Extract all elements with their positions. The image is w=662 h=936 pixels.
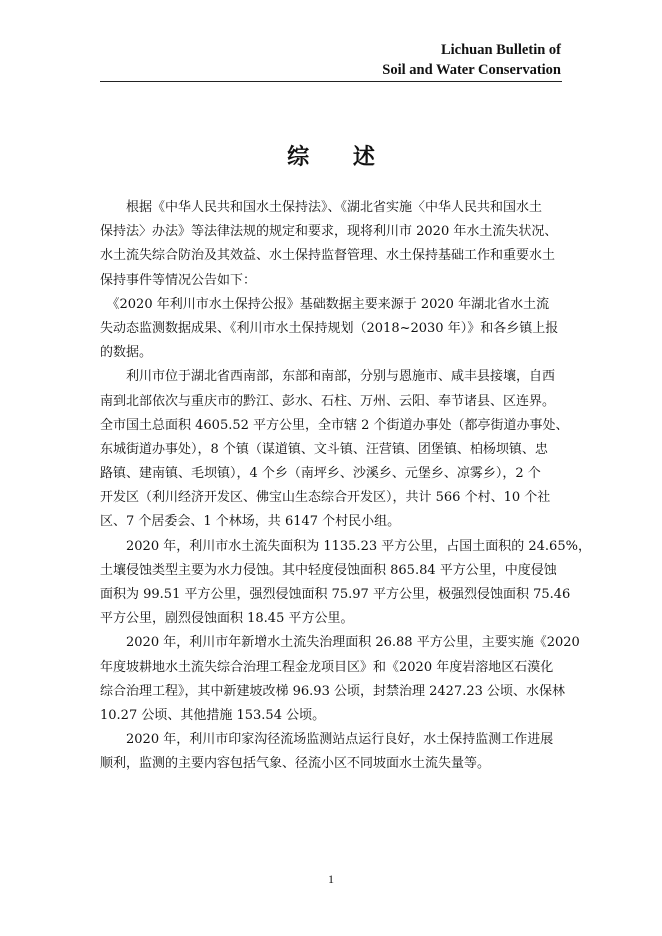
text-line: 的数据。 <box>100 345 153 361</box>
header-divider <box>100 81 562 82</box>
text-line: 10.27 公顷、其他措施 153.54 公顷。 <box>100 707 326 723</box>
paragraph-intro <box>100 196 562 293</box>
header-line-2: Soil and Water Conservation <box>382 62 561 78</box>
text-line: 开发区（利川经济开发区、佛宝山生态综合开发区），共计 566 个村、10 个社 <box>100 490 551 506</box>
page-number: 1 <box>328 872 334 886</box>
text-line: 《2020 年利川市水土保持公报》基础数据主要来源于 2020 年湖北省水土流 <box>100 296 550 312</box>
text-line: 年度坡耕地水土流失综合治理工程金龙项目区》和《2020 年度岩溶地区石漠化 <box>100 659 554 675</box>
paragraph-erosion <box>100 535 591 632</box>
text-line: 2020 年，利川市年新增水土流失治理面积 26.88 平方公里，主要实施《2020 <box>100 635 580 651</box>
text-line: 2020 年，利川市印家沟径流场监测站点运行良好，水土保持监测工作进展 <box>100 732 554 748</box>
text-line: 根据《中华人民共和国水土保持法》、《湖北省实施〈中华人民共和国水土 <box>100 200 543 215</box>
paragraph-governance <box>100 631 580 728</box>
paragraph-geography <box>100 365 569 534</box>
text-line: 顺利，监测的主要内容包括气象、径流小区不同坡面水土流失量等。 <box>100 756 491 772</box>
text-line: 利川市位于湖北省西南部，东部和南部，分别与恩施市、咸丰县接壤，自西 <box>100 369 556 385</box>
text-line: 东城街道办事处），8 个镇（谋道镇、文斗镇、汪营镇、团堡镇、柏杨坝镇、忠 <box>100 441 548 457</box>
text-line: 路镇、建南镇、毛坝镇），4 个乡（南坪乡、沙溪乡、元堡乡、凉雾乡），2 个 <box>100 466 541 482</box>
text-line: 南到北部依次与重庆市的黔江、彭水、石柱、万州、云阳、奉节诸县、区连界。 <box>100 393 556 409</box>
text-line: 土壤侵蚀类型主要为水力侵蚀。其中轻度侵蚀面积 865.84 平方公里，中度侵蚀 <box>100 562 557 578</box>
text-line: 面积为 99.51 平方公里，强烈侵蚀面积 75.97 平方公里，极强烈侵蚀面积 75.46 <box>100 587 571 602</box>
bulletin-header <box>382 40 561 80</box>
text-line: 2020 年，利川市水土流失面积为 1135.23 平方公里，占国土面积的 24.65%， <box>100 538 591 554</box>
text-line: 综合治理工程》，其中新建坡改梯 96.93 公顷，封禁治理 2427.23 公顷、水保林 <box>100 683 566 699</box>
header-line-1: Lichuan Bulletin of <box>440 42 561 58</box>
paragraph-monitoring <box>100 728 562 776</box>
text-line: 保持法〉办法》等法律法规的规定和要求，现将利川市 2020 年水土流失状况、 <box>100 224 558 240</box>
text-line: 保持事件等情况公告如下： <box>100 272 257 288</box>
text-line: 失动态监测数据成果、《利川市水土保持规划（2018~2030 年）》和各乡镇上报 <box>100 320 559 336</box>
text-line: 平方公里，剧烈侵蚀面积 18.45 平方公里。 <box>100 611 354 627</box>
text-line: 全市国土总面积 4605.52 平方公里，全市辖 2 个街道办事处（都亭街道办事处、 <box>100 417 569 433</box>
text-line: 区、7 个居委会、1 个林场，共 6147 个村民小组。 <box>100 514 401 530</box>
paragraph-data-source <box>100 293 562 366</box>
page-title: 综 述 <box>287 145 393 170</box>
text-line: 水土流失综合防治及其效益、水土保持监督管理、水土保持基础工作和重要水土 <box>100 248 556 264</box>
body-text <box>100 196 591 777</box>
